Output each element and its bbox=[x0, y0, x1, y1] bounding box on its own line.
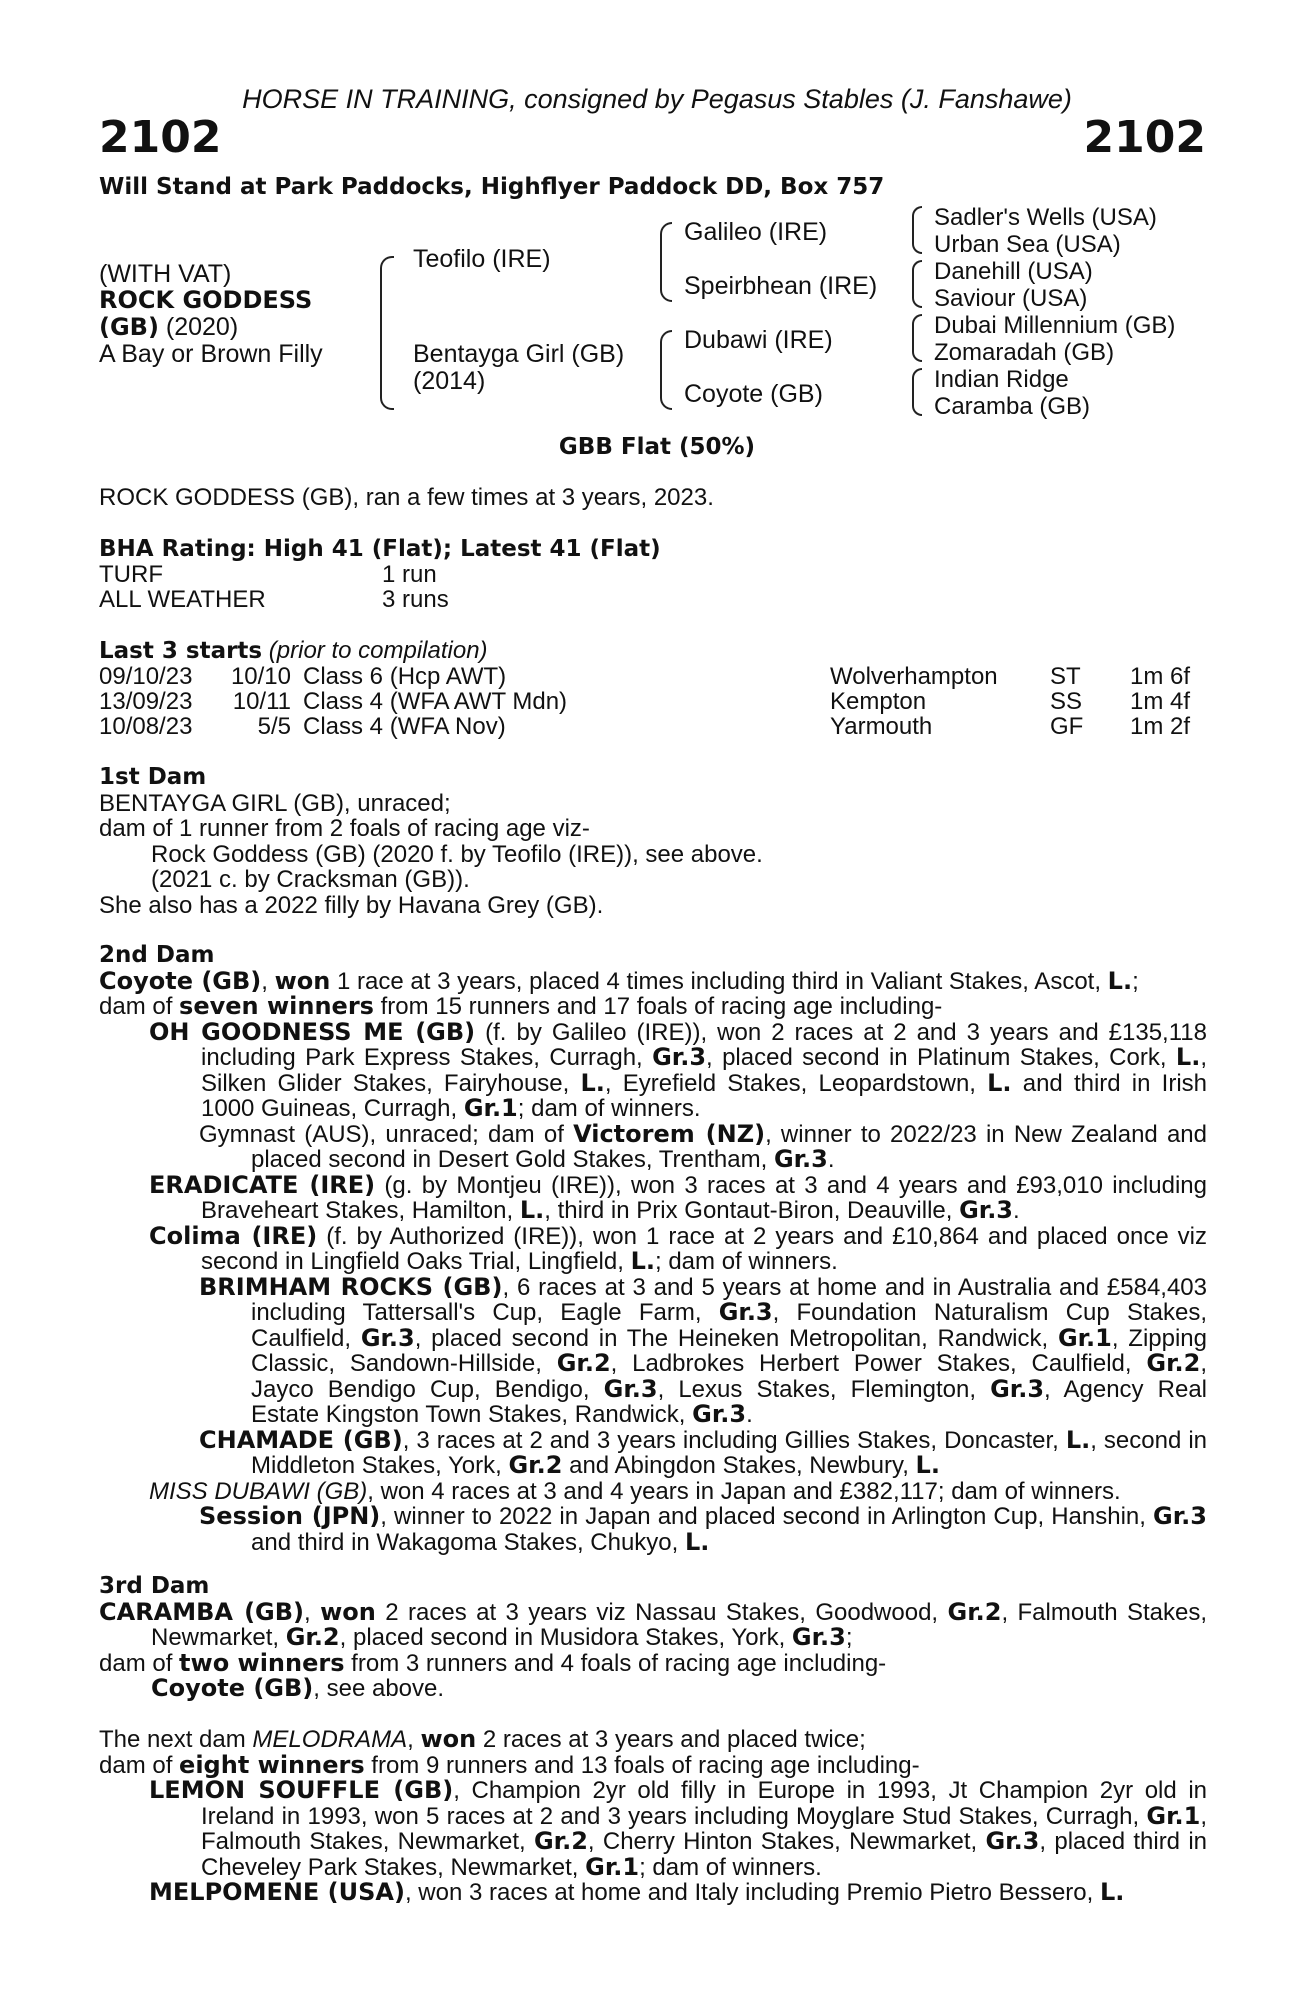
dam-of-bold: seven winners bbox=[179, 992, 374, 1020]
ohg-text-2: , placed second in Platinum Stakes, Cork, bbox=[706, 1044, 1176, 1071]
g3-dam-2: Saviour (USA) bbox=[934, 285, 1088, 312]
car-text-3: , placed second in Musidora Stakes, York, bbox=[339, 1624, 792, 1651]
eradicate-name: ERADICATE (IRE) bbox=[149, 1170, 376, 1199]
grade: L. bbox=[685, 1527, 710, 1556]
grade: Gr.3 bbox=[959, 1196, 1014, 1224]
grade: Gr.1 bbox=[1146, 1801, 1201, 1830]
colima-entry bbox=[99, 1221, 1208, 1275]
era-text-1: (g. by Montjeu (IRE)), won 3 races at 3 and 4 years and £93,010 including Braveheart Stakes, Hamilton, bbox=[201, 1171, 1207, 1224]
horse-year: (2020) bbox=[165, 313, 239, 341]
consignment-line: HORSE IN TRAINING, consigned by Pegasus Stables (J. Fanshawe) bbox=[242, 84, 1072, 114]
miss-dubawi-name: MISS DUBAWI (GB) bbox=[149, 1477, 368, 1505]
grade: L. bbox=[915, 1451, 940, 1479]
grade: Gr.3 bbox=[985, 1827, 1040, 1855]
bri-text-1: , 6 races at 3 and 5 years at home and in Australia and £584,403 including Tattersall's Cup, Eagle Farm, bbox=[251, 1273, 1207, 1326]
grade: Gr.2 bbox=[947, 1597, 1002, 1626]
session-name: Session (JPN) bbox=[199, 1502, 381, 1530]
start-row bbox=[99, 714, 1220, 739]
ses-text-2: and third in Wakagoma Stakes, Chukyo, bbox=[251, 1528, 685, 1556]
grade: Gr.1 bbox=[585, 1852, 640, 1881]
grade: L. bbox=[987, 1068, 1012, 1097]
lemon-souffle-entry bbox=[99, 1778, 1207, 1880]
first-dam-heading: 1st Dam bbox=[99, 764, 207, 790]
lem-text-2: , Falmouth Stakes, Newmarket, bbox=[201, 1802, 1207, 1855]
gym-text-2: , winner to 2022/23 in New Zealand and placed second in Desert Gold Stakes, Trentham, bbox=[251, 1120, 1208, 1173]
grade: Gr.3 bbox=[652, 1043, 707, 1071]
third-dam-heading: 3rd Dam bbox=[99, 1573, 210, 1599]
grade: Gr.2 bbox=[533, 1827, 588, 1855]
colima-name: Colima (IRE) bbox=[149, 1221, 318, 1250]
mel-text-1: , won 3 races at home and Italy including Premio Pietro Bessero, bbox=[404, 1879, 1100, 1906]
car-text-1: 2 races at 3 years viz Nassau Stakes, Goodwood, bbox=[375, 1598, 948, 1626]
coyote-text: 1 race at 3 years, placed 4 times including third in Valiant Stakes, Ascot, bbox=[330, 967, 1108, 995]
chamade-name: CHAMADE (GB) bbox=[199, 1425, 403, 1454]
g3-sire-2: Danehill (USA) bbox=[934, 258, 1093, 285]
start-date: 10/08/23 bbox=[99, 713, 193, 740]
lemon-souffle-name: LEMON SOUFFLE (GB) bbox=[149, 1776, 454, 1804]
g3-sire-1: Sadler's Wells (USA) bbox=[934, 204, 1157, 231]
g3-dam-3: Zomaradah (GB) bbox=[934, 339, 1115, 366]
eradicate-entry bbox=[99, 1170, 1207, 1224]
first-dam-line-3: Rock Goddess (GB) (2020 f. by Teofilo (IRE)), see above. bbox=[151, 840, 763, 868]
next-dam-section bbox=[99, 1727, 1207, 1906]
gymnast-entry bbox=[99, 1119, 1208, 1173]
dam-sire: Dubawi (IRE) bbox=[684, 326, 833, 354]
second-dam-section bbox=[99, 943, 1207, 1555]
ses-text-1: , winner to 2022 in Japan and placed second in Arlington Cup, Hanshin, bbox=[380, 1503, 1154, 1530]
nd-text-1: The next dam bbox=[99, 1726, 253, 1753]
brimham-rocks-entry bbox=[99, 1272, 1208, 1428]
bri-text-6: , Jayco Bendigo Cup, Bendigo, bbox=[251, 1350, 1207, 1403]
grade: Gr.2 bbox=[556, 1349, 611, 1377]
melpomene-entry bbox=[99, 1880, 1207, 1906]
start-date: 13/09/23 bbox=[99, 688, 193, 715]
lem-text-5: ; dam of winners. bbox=[639, 1853, 822, 1881]
grade: Gr.3 bbox=[360, 1323, 415, 1352]
victorem-name: Victorem (NZ) bbox=[573, 1119, 766, 1148]
ohg-text-4: , Eyrefield Stakes, Leopardstown, bbox=[604, 1069, 988, 1097]
caramba-produce bbox=[99, 1648, 1207, 1677]
ohg-text-6: ; dam of winners. bbox=[517, 1095, 701, 1122]
col-text-2: ; dam of winners. bbox=[655, 1248, 838, 1275]
coyote-name: Coyote (GB) bbox=[151, 1674, 314, 1702]
start-pos: 10/10 bbox=[230, 663, 291, 690]
bri-text-2: , Foundation Naturalism Cup Stakes, Caulfield, bbox=[251, 1299, 1207, 1352]
miss-dubawi-entry bbox=[99, 1479, 1207, 1505]
caramba-won: won bbox=[320, 1597, 376, 1626]
melpomene-name: MELPOMENE (USA) bbox=[149, 1878, 405, 1906]
coyote-name: Coyote (GB) bbox=[99, 966, 262, 995]
dam-of-pre: dam of bbox=[99, 993, 180, 1020]
start-dist: 1m 6f bbox=[1130, 663, 1191, 690]
brace-6 bbox=[912, 314, 922, 362]
grade: Gr.3 bbox=[773, 1145, 828, 1173]
melodrama-won: won bbox=[420, 1725, 477, 1753]
dam-of-bold: eight winners bbox=[179, 1750, 365, 1779]
dam-of-bold: two winners bbox=[179, 1648, 345, 1677]
cha-text-2: , second in Middleton Stakes, York, bbox=[251, 1426, 1207, 1479]
grade: Gr.3 bbox=[791, 1623, 846, 1651]
lot-number-left: 2102 bbox=[99, 112, 222, 163]
grade: Gr.3 bbox=[692, 1400, 747, 1428]
grade: L. bbox=[630, 1247, 655, 1275]
gym-text-1: Gymnast (AUS), unraced; dam of bbox=[199, 1120, 574, 1148]
grade: Gr.1 bbox=[1057, 1323, 1112, 1352]
start-course: Wolverhampton bbox=[830, 663, 998, 690]
g3-dam-1: Urban Sea (USA) bbox=[934, 231, 1121, 258]
car-text-4: ; bbox=[845, 1624, 853, 1651]
stand-location: Will Stand at Park Paddocks, Highflyer Paddock DD, Box 757 bbox=[99, 174, 885, 200]
start-cls: Class 4 (WFA AWT Mdn) bbox=[303, 688, 568, 715]
lem-text-3: , Cherry Hinton Stakes, Newmarket, bbox=[587, 1828, 986, 1855]
gym-text-3: . bbox=[827, 1146, 835, 1173]
horse-country: (GB) bbox=[99, 313, 159, 341]
coyote-see-above bbox=[99, 1676, 1207, 1702]
grade: Gr.2 bbox=[285, 1623, 340, 1651]
col-text-1: (f. by Authorized (IRE)), won 1 race at 2 years and £10,864 and placed once viz second in Lingfield Oaks Trial, Lingfield, bbox=[201, 1222, 1208, 1275]
grade: L. bbox=[580, 1068, 605, 1097]
start-row bbox=[99, 664, 1220, 689]
start-going: SS bbox=[1050, 688, 1083, 715]
summary: ROCK GODDESS (GB), ran a few times at 3 years, 2023. bbox=[99, 484, 714, 511]
turf-value: 1 run bbox=[382, 561, 437, 588]
bri-text-4: , Zipping Classic, Sandown-Hillside, bbox=[251, 1324, 1208, 1377]
nd-text-3: 2 races at 3 years and placed twice; bbox=[476, 1726, 866, 1753]
car-text-2: , Falmouth Stakes, Newmarket, bbox=[151, 1598, 1207, 1651]
grade: Gr.2 bbox=[508, 1451, 563, 1479]
brace-1 bbox=[380, 256, 394, 410]
bha-rating: BHA Rating: High 41 (Flat); Latest 41 (Flat) bbox=[99, 536, 661, 562]
dam-of-pre: dam of bbox=[99, 1751, 180, 1779]
gbb-note: GBB Flat (50%) bbox=[558, 434, 756, 460]
third-dam-section bbox=[99, 1574, 1207, 1702]
coyote-entry: Coyote (GB), won 1 race at 3 years, placed 4 times including third in Valiant Stakes, Ascot, L.; bbox=[99, 966, 1139, 995]
first-dam-line-4: (2021 c. by Cracksman (GB)). bbox=[151, 866, 470, 893]
coy-text-1: , see above. bbox=[313, 1675, 445, 1702]
start-date: 09/10/23 bbox=[99, 663, 193, 690]
sire-dam: Speirbhean (IRE) bbox=[684, 272, 878, 300]
lem-text-4: , placed third in Cheveley Park Stakes, Newmarket, bbox=[201, 1828, 1207, 1881]
g3-dam-4: Caramba (GB) bbox=[934, 393, 1091, 420]
start-course: Yarmouth bbox=[830, 713, 933, 740]
bri-text-3: , placed second in The Heineken Metropolitan, Randwick, bbox=[414, 1324, 1058, 1352]
horse-name: ROCK GODDESS bbox=[99, 286, 313, 314]
brace-4 bbox=[912, 206, 922, 254]
caramba-entry: CARAMBA (GB), won 2 races at 3 years viz Nassau Stakes, Goodwood, Gr.2, Falmouth Stakes, Newmarket, Gr.2, placed second in Musidora Stakes, York, Gr.3; bbox=[99, 1597, 1207, 1651]
session-entry bbox=[99, 1504, 1207, 1555]
cha-text-1: , 3 races at 2 and 3 years including Gillies Stakes, Doncaster, bbox=[402, 1426, 1066, 1454]
last-starts-table bbox=[99, 664, 1220, 739]
start-pos: 5/5 bbox=[257, 713, 291, 740]
melodrama-entry bbox=[99, 1727, 1207, 1753]
last-starts-title: Last 3 starts bbox=[99, 638, 263, 664]
start-going: GF bbox=[1050, 713, 1084, 740]
chamade-entry bbox=[99, 1425, 1207, 1479]
bri-text-8: , Agency Real Estate Kingston Town Stakes, Randwick, bbox=[251, 1375, 1208, 1428]
grade-l: L. bbox=[1107, 966, 1133, 995]
brace-5 bbox=[912, 260, 922, 308]
dam-of-pre: dam of bbox=[99, 1649, 180, 1677]
grade: Gr.2 bbox=[1146, 1349, 1201, 1377]
brace-3 bbox=[660, 330, 672, 410]
horse-description: A Bay or Brown Filly bbox=[99, 340, 323, 368]
start-dist: 1m 2f bbox=[1130, 713, 1191, 740]
start-pos: 10/11 bbox=[232, 688, 291, 715]
start-dist: 1m 4f bbox=[1130, 688, 1191, 715]
aw-value: 3 runs bbox=[382, 586, 449, 613]
lot-number-right: 2102 bbox=[1083, 112, 1206, 163]
first-dam-line-1: BENTAYGA GIRL (GB), unraced; bbox=[99, 789, 451, 817]
grade: Gr.3 bbox=[718, 1298, 773, 1326]
last-starts-heading bbox=[99, 638, 488, 665]
vat-note: (WITH VAT) bbox=[99, 260, 232, 288]
g3-sire-3: Dubai Millennium (GB) bbox=[934, 312, 1176, 339]
grade: L. bbox=[1065, 1425, 1091, 1454]
aw-label: ALL WEATHER bbox=[99, 586, 266, 613]
brace-2 bbox=[660, 222, 672, 302]
sire-sire: Galileo (IRE) bbox=[684, 218, 828, 246]
horse-country-year bbox=[99, 313, 238, 342]
melodrama-name: MELODRAMA bbox=[252, 1726, 408, 1753]
oh-goodness-me-entry bbox=[99, 1017, 1208, 1122]
ohg-text-3: , Silken Glider Stakes, Fairyhouse, bbox=[201, 1044, 1208, 1097]
grade: Gr.1 bbox=[463, 1094, 518, 1122]
start-going: ST bbox=[1050, 663, 1081, 690]
melodrama-produce bbox=[99, 1750, 1207, 1779]
start-row bbox=[99, 689, 1220, 714]
grade: L. bbox=[519, 1196, 545, 1224]
ohg-text-5: and third in Irish 1000 Guineas, Curragh, bbox=[201, 1069, 1207, 1122]
brimham-name: BRIMHAM ROCKS (GB) bbox=[199, 1272, 503, 1301]
start-cls: Class 6 (Hcp AWT) bbox=[303, 663, 507, 690]
bri-text-9: . bbox=[746, 1401, 753, 1428]
era-text-3: . bbox=[1013, 1197, 1020, 1224]
coyote-won: won bbox=[274, 966, 331, 995]
g3-sire-4: Indian Ridge bbox=[934, 366, 1069, 393]
bri-text-7: , Lexus Stakes, Flemington, bbox=[657, 1375, 991, 1403]
cha-text-3: and Abingdon Stakes, Newbury, bbox=[562, 1452, 916, 1479]
era-text-2: , third in Prix Gontaut-Biron, Deauville, bbox=[544, 1197, 960, 1224]
dam-of-post: from 15 runners and 17 foals of racing age including- bbox=[373, 993, 943, 1020]
grade: Gr.3 bbox=[990, 1374, 1045, 1403]
coyote-produce bbox=[99, 994, 1207, 1020]
ohg-name: OH GOODNESS ME (GB) bbox=[149, 1017, 476, 1046]
dam-dam: Coyote (GB) bbox=[684, 380, 823, 408]
first-dam-section bbox=[99, 765, 1207, 918]
first-dam-line-2: dam of 1 runner from 2 foals of racing age viz- bbox=[99, 815, 590, 842]
grade: L. bbox=[1099, 1878, 1125, 1906]
dam: Bentayga Girl (GB) bbox=[413, 340, 625, 368]
start-cls: Class 4 (WFA Nov) bbox=[303, 713, 506, 740]
bri-text-5: , Ladbrokes Herbert Power Stakes, Caulfield, bbox=[610, 1350, 1147, 1377]
dam-year: (2014) bbox=[413, 367, 486, 395]
second-dam-heading: 2nd Dam bbox=[99, 942, 215, 968]
brace-7 bbox=[912, 368, 922, 416]
dam-of-post: from 3 runners and 4 foals of racing age including- bbox=[344, 1649, 887, 1677]
nd-text-2: , bbox=[407, 1726, 421, 1753]
lem-text-1: , Champion 2yr old filly in Europe in 1993, Jt Champion 2yr old in Ireland in 1993, won 5 races at 2 and 3 years including Moyglare Stud Stakes, Curragh, bbox=[201, 1777, 1207, 1830]
caramba-name: CARAMBA (GB) bbox=[99, 1597, 305, 1626]
first-dam-line-5: She also has a 2022 filly by Havana Grey (GB). bbox=[99, 891, 604, 919]
grade: Gr.3 bbox=[1153, 1502, 1207, 1530]
grade: L. bbox=[1175, 1043, 1201, 1071]
sire: Teofilo (IRE) bbox=[413, 245, 551, 273]
grade: Gr.3 bbox=[603, 1374, 658, 1403]
dam-of-post: from 9 runners and 13 foals of racing age including- bbox=[364, 1751, 920, 1779]
start-course: Kempton bbox=[830, 688, 927, 715]
ohg-text-1: (f. by Galileo (IRE)), won 2 races at 2 and 3 years and £135,118 including Park Express Stakes, Curragh, bbox=[201, 1018, 1207, 1071]
miss-text-1: , won 4 races at 3 and 4 years in Japan and £382,117; dam of winners. bbox=[367, 1477, 1121, 1505]
last-starts-note: (prior to compilation) bbox=[268, 637, 488, 664]
turf-label: TURF bbox=[99, 561, 163, 588]
